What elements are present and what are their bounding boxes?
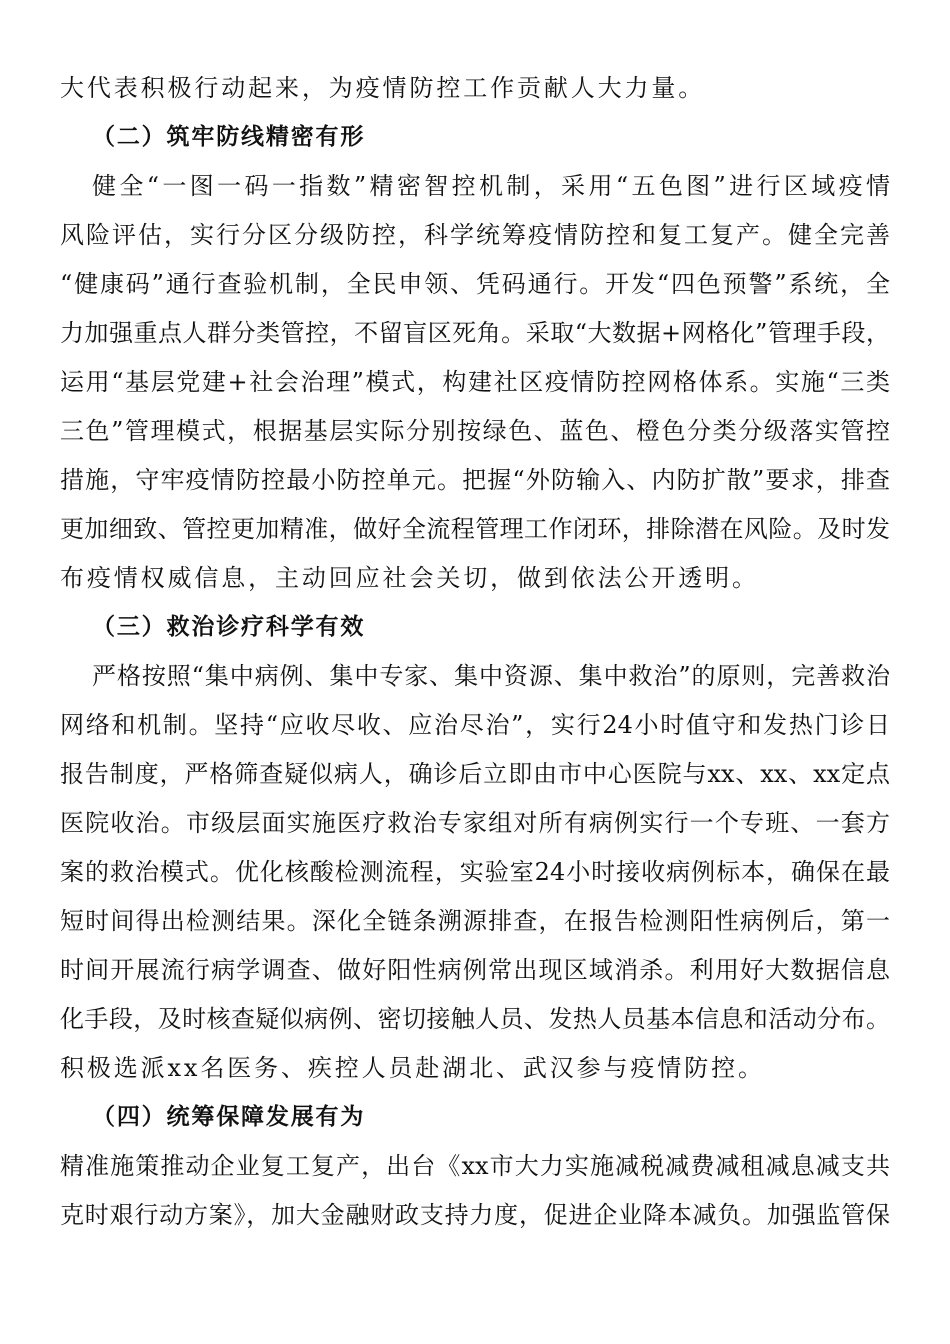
paragraph-line: 医院收治。市级层面实施医疗救治专家组对所有病例实行一个专班、一套方 <box>60 809 890 837</box>
paragraph-line: 报告制度，严格筛查疑似病人，确诊后立即由市中心医院与xx、xx、xx定点 <box>60 760 890 788</box>
paragraph-line: 网络和机制。坚持“应收尽收、应治尽治”，实行24小时值守和发热门诊日 <box>60 711 890 739</box>
section-heading: （四）统筹保障发展有为 <box>92 1104 366 1130</box>
paragraph-line: 大代表积极行动起来，为疫情防控工作贡献人大力量。 <box>60 74 706 102</box>
paragraph-line: 短时间得出检测结果。深化全链条溯源排查，在报告检测阳性病例后，第一 <box>60 907 890 935</box>
paragraph-line: 运用“基层党建+社会治理”模式，构建社区疫情防控网格体系。实施“三类 <box>60 368 890 396</box>
paragraph-line: 化手段，及时核查疑似病例、密切接触人员、发热人员基本信息和活动分布。 <box>60 1005 890 1033</box>
section-heading: （三）救治诊疗科学有效 <box>92 614 366 640</box>
paragraph-line: 更加细致、管控更加精准，做好全流程管理工作闭环，排除潜在风险。及时发 <box>60 515 890 543</box>
paragraph-line: 克时艰行动方案》，加大金融财政支持力度，促进企业降本减负。加强监管保 <box>60 1201 890 1229</box>
paragraph-line: 案的救治模式。优化核酸检测流程，实验室24小时接收病例标本，确保在最 <box>60 858 890 886</box>
section-heading: （二）筑牢防线精密有形 <box>92 124 366 150</box>
paragraph-line: 布疫情权威信息，主动回应社会关切，做到依法公开透明。 <box>60 564 759 592</box>
paragraph-line: 积极选派xx名医务、疾控人员赴湖北、武汉参与疫情防控。 <box>60 1054 765 1082</box>
paragraph-line: 健全“一图一码一指数”精密智控机制，采用“五色图”进行区域疫情 <box>92 172 890 200</box>
paragraph-line: 精准施策推动企业复工复产，出台《xx市大力实施减税减费减租减息减支共 <box>60 1152 890 1180</box>
paragraph-line: “健康码”通行查验机制，全民申领、凭码通行。开发“四色预警”系统，全 <box>60 270 890 298</box>
paragraph-line: 措施，守牢疫情防控最小防控单元。把握“外防输入、内防扩散”要求，排查 <box>60 466 890 494</box>
paragraph-line: 严格按照“集中病例、集中专家、集中资源、集中救治”的原则，完善救治 <box>92 662 890 690</box>
paragraph-line: 风险评估，实行分区分级防控，科学统筹疫情防控和复工复产。健全完善 <box>60 221 890 249</box>
paragraph-line: 时间开展流行病学调查、做好阳性病例常出现区域消杀。利用好大数据信息 <box>60 956 890 984</box>
paragraph-line: 力加强重点人群分类管控，不留盲区死角。采取“大数据+网格化”管理手段， <box>60 319 890 347</box>
paragraph-line: 三色”管理模式，根据基层实际分别按绿色、蓝色、橙色分类分级落实管控 <box>60 417 890 445</box>
